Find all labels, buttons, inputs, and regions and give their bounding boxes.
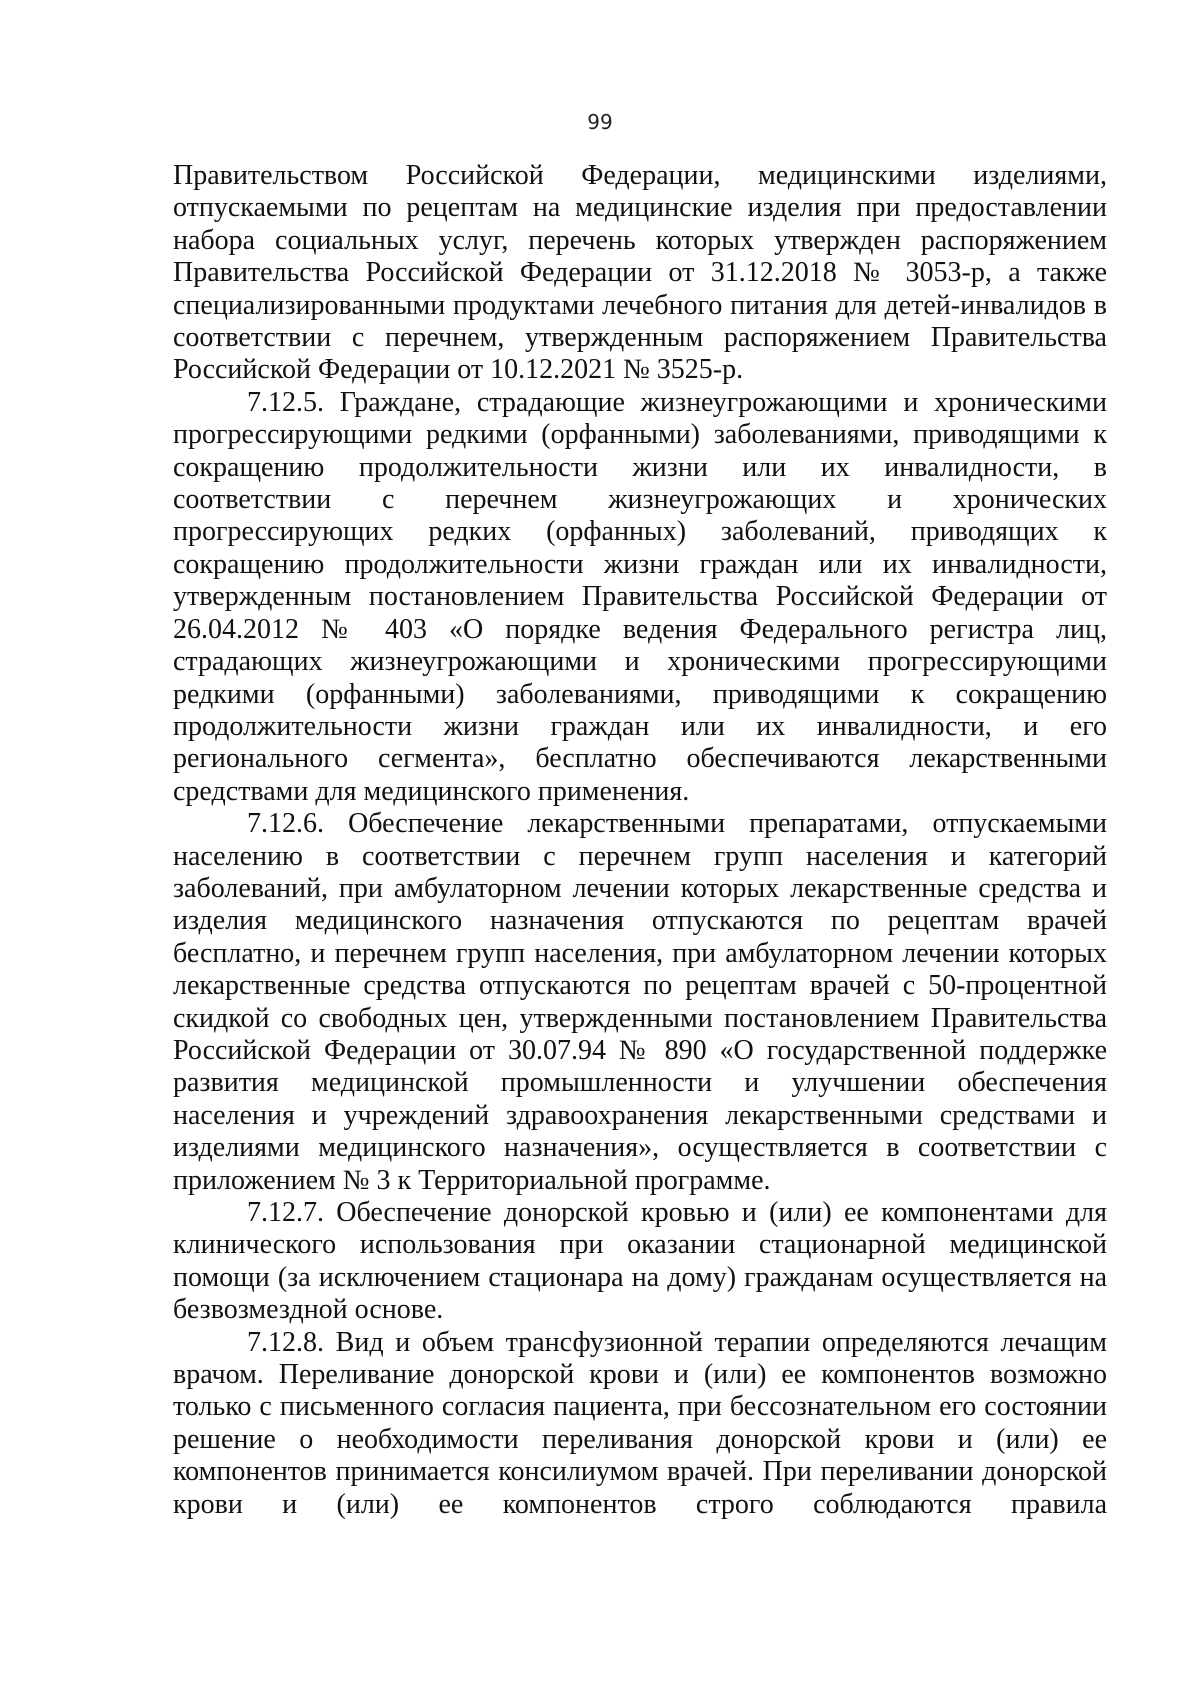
document-body — [173, 160, 1107, 1521]
paragraph-7-12-6: 7.12.6. Обеспечение лекарственными препаратами, отпускаемыми населению в соответствии с перечнем групп населения и категорий заболеваний, при амбулаторном лечении которых лекарственные средства и изделия медицинского назначения отпускаются по рецептам врачей бесплатно, и перечнем групп населения, при амбулаторном лечении которых лекарственные средства отпускаются по рецептам врачей с 50-процентной скидкой со свободных цен, утвержденными постановлением Правительства Российской Федерации от 30.07.94 № 890 «О государственной поддержке развития медицинской промышленности и улучшении обеспечения населения и учреждений здравоохранения лекарственными средствами и изделиями медицинского назначения», осуществляется в соответствии с приложением № 3 к Территориальной программе. — [173, 808, 1107, 1196]
paragraph-7-12-5: 7.12.5. Граждане, страдающие жизнеугрожающими и хроническими прогрессирующими редкими (орфанными) заболеваниями, приводящими к сокращению продолжительности жизни или их инвалидности, в соответствии с перечнем жизнеугрожающих и хронических прогрессирующих редких (орфанных) заболеваний, приводящих к сокращению продолжительности жизни граждан или их инвалидности, утвержденным постановлением Правительства Российской Федерации от 26.04.2012 № 403 «О порядке ведения Федерального регистра лиц, страдающих жизнеугрожающими и хроническими прогрессирующими редкими (орфанными) заболеваниями, приводящими к сокращению продолжительности жизни граждан или их инвалидности, и его регионального сегмента», бесплатно обеспечиваются лекарственными средствами для медицинского применения. — [173, 386, 1107, 807]
page-number: 99 — [587, 110, 613, 134]
paragraph-continuation: Правительством Российской Федерации, медицинскими изделиями, отпускаемыми по рецептам на медицинские изделия при предоставлении набора социальных услуг, перечень которых утвержден распоряжением Правительства Российской Федерации от 31.12.2018 № 3053-р, а также специализированными продуктами лечебного питания для детей-инвалидов в соответствии с перечнем, утвержденным распоряжением Правительства Российской Федерации от 10.12.2021 № 3525-р. — [173, 160, 1107, 386]
paragraph-7-12-7: 7.12.7. Обеспечение донорской кровью и (или) ее компонентами для клинического использования при оказании стационарной медицинской помощи (за исключением стационара на дому) гражданам осуществляется на безвозмездной основе. — [173, 1197, 1107, 1326]
paragraph-7-12-8: 7.12.8. Вид и объем трансфузионной терапии определяются лечащим врачом. Переливание донорской крови и (или) ее компонентов возможно только с письменного согласия пациента, при бессознательном его состоянии решение о необходимости переливания донорской крови и (или) ее компонентов принимается консилиумом врачей. При переливании донорской крови и (или) ее компонентов строго соблюдаются правила — [173, 1326, 1107, 1520]
